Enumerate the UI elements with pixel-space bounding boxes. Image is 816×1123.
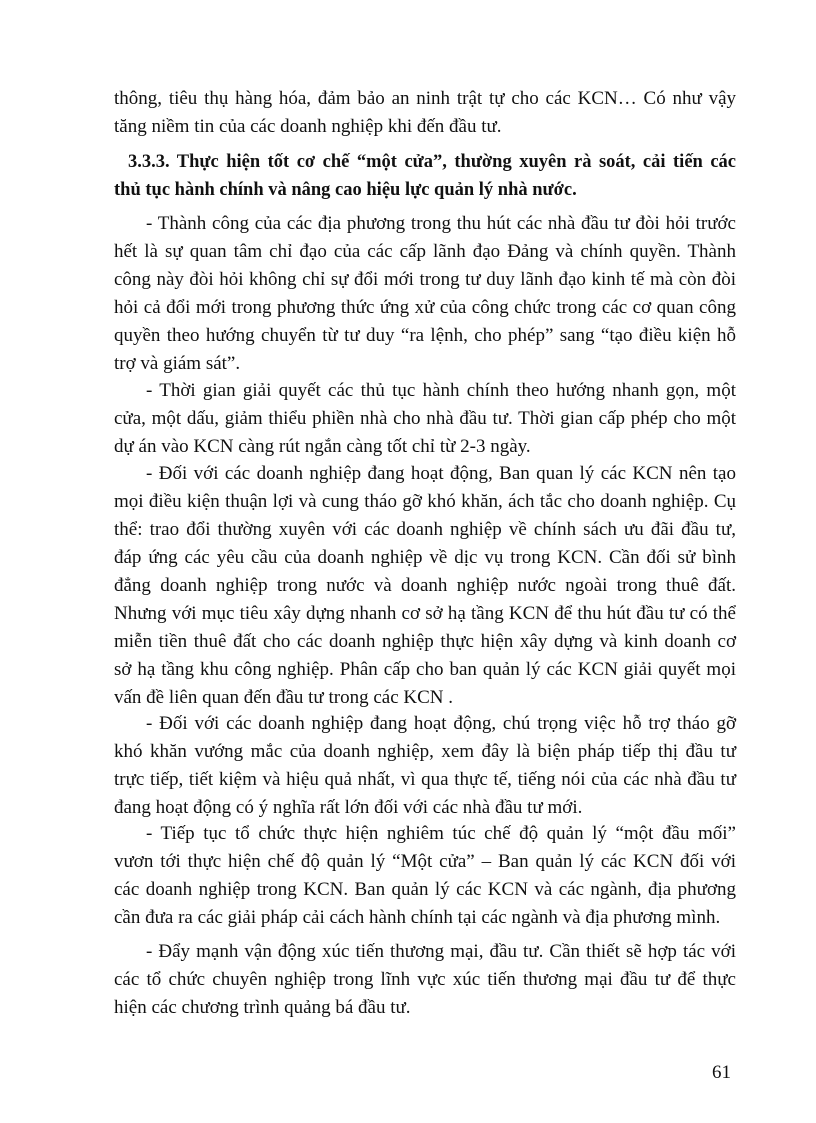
- text-line: đẳng doanh nghiệp trong nước và doanh nghiệp nước ngoài trong thuê đất.: [114, 575, 736, 596]
- text-line: trợ và giám sát”.: [114, 353, 241, 374]
- text-line: quyền theo hướng chuyển từ tư duy “ra lệnh, cho phép” sang “tạo điều kiện hỗ: [114, 325, 736, 346]
- heading-line: 3.3.3. Thực hiện tốt cơ chế “một cửa”, thường xuyên rà soát, cải tiến các: [128, 152, 736, 172]
- paragraph-5: [114, 820, 736, 932]
- text-line: đang hoạt động có ý nghĩa rất lớn đối với các nhà đầu tư mới.: [114, 797, 583, 818]
- text-line: hiện các chương trình quảng bá đầu tư.: [114, 997, 411, 1018]
- text-line: thể: trao đổi thường xuyên với các doanh nghiệp về chính sách ưu đãi đầu tư,: [114, 519, 736, 540]
- intro-paragraph: [114, 85, 736, 141]
- text-line: vươn tới thực hiện chế độ quản lý “Một cửa” – Ban quản lý các KCN đối với: [114, 851, 736, 872]
- text-line: Nhưng với mục tiêu xây dựng nhanh cơ sở hạ tầng KCN để thu hút đầu tư có thể: [114, 603, 736, 624]
- text-line: hết là sự quan tâm chỉ đạo của các cấp lãnh đạo Đảng và chính quyền. Thành: [114, 241, 736, 262]
- text-line: - Đối với các doanh nghiệp đang hoạt động, chú trọng việc hỗ trợ tháo gỡ: [146, 713, 736, 734]
- paragraph-3: [114, 460, 736, 712]
- text-line: đáp ứng các yêu cầu của doanh nghiệp về dịc vụ trong KCN. Cần đối sử bình: [114, 547, 736, 568]
- text-line: dự án vào KCN càng rút ngắn càng tốt chỉ từ 2-3 ngày.: [114, 436, 531, 457]
- text-line: - Thời gian giải quyết các thủ tục hành chính theo hướng nhanh gọn, một: [146, 380, 736, 401]
- paragraph-6: [114, 938, 736, 1022]
- paragraph-2: [114, 377, 736, 461]
- text-line: - Đẩy mạnh vận động xúc tiến thương mại, đầu tư. Cần thiết sẽ hợp tác với: [146, 941, 736, 962]
- text-line: mọi điều kiện thuận lợi và cung tháo gỡ khó khăn, ách tắc cho doanh nghiệp. Cụ: [114, 491, 736, 512]
- text-line: miễn tiền thuê đất cho các doanh nghiệp thực hiện xây dựng và kinh doanh cơ: [114, 631, 736, 652]
- text-line: sở hạ tầng khu công nghiệp. Phân cấp cho ban quản lý các KCN giải quyết mọi: [114, 659, 736, 680]
- heading-line: thủ tục hành chính và nâng cao hiệu lực quản lý nhà nước.: [114, 180, 577, 200]
- text-line: trực tiếp, tiết kiệm và hiệu quả nhất, vì qua thực tế, tiếng nói của các nhà đầu tư: [114, 769, 736, 790]
- text-line: tăng niềm tin của các doanh nghiệp khi đến đầu tư.: [114, 116, 502, 137]
- text-line: hỏi cả đổi mới trong phương thức ứng xử của công chức trong các cơ quan công: [114, 297, 736, 318]
- page-number: 61: [712, 1062, 731, 1083]
- text-line: - Tiếp tục tổ chức thực hiện nghiêm túc chế độ quản lý “một đầu mối”: [146, 823, 736, 844]
- text-line: cần đưa ra các giải pháp cải cách hành chính tại các ngành và địa phương mình.: [114, 907, 721, 928]
- section-heading: [114, 148, 736, 204]
- text-line: các tổ chức chuyên nghiệp trong lĩnh vực xúc tiến thương mại đầu tư để thực: [114, 969, 736, 990]
- text-line: - Đối với các doanh nghiệp đang hoạt động, Ban quan lý các KCN nên tạo: [146, 463, 736, 484]
- text-line: khó khăn vướng mắc của doanh nghiệp, xem đây là biện pháp tiếp thị đầu tư: [114, 741, 736, 762]
- paragraph-1: [114, 210, 736, 378]
- text-line: thông, tiêu thụ hàng hóa, đảm bảo an ninh trật tự cho các KCN… Có như vậy: [114, 88, 736, 109]
- text-line: cửa, một dấu, giảm thiểu phiền nhà cho nhà đầu tư. Thời gian cấp phép cho một: [114, 408, 736, 429]
- text-line: công này đòi hỏi không chỉ sự đổi mới trong tư duy lãnh đạo kinh tế mà còn đòi: [114, 269, 736, 290]
- text-line: - Thành công của các địa phương trong thu hút các nhà đầu tư đòi hỏi trước: [146, 213, 736, 234]
- text-line: các doanh nghiệp trong KCN. Ban quản lý các KCN và các ngành, địa phương: [114, 879, 736, 900]
- paragraph-4: [114, 710, 736, 822]
- text-line: vấn đề liên quan đến đầu tư trong các KCN .: [114, 687, 454, 708]
